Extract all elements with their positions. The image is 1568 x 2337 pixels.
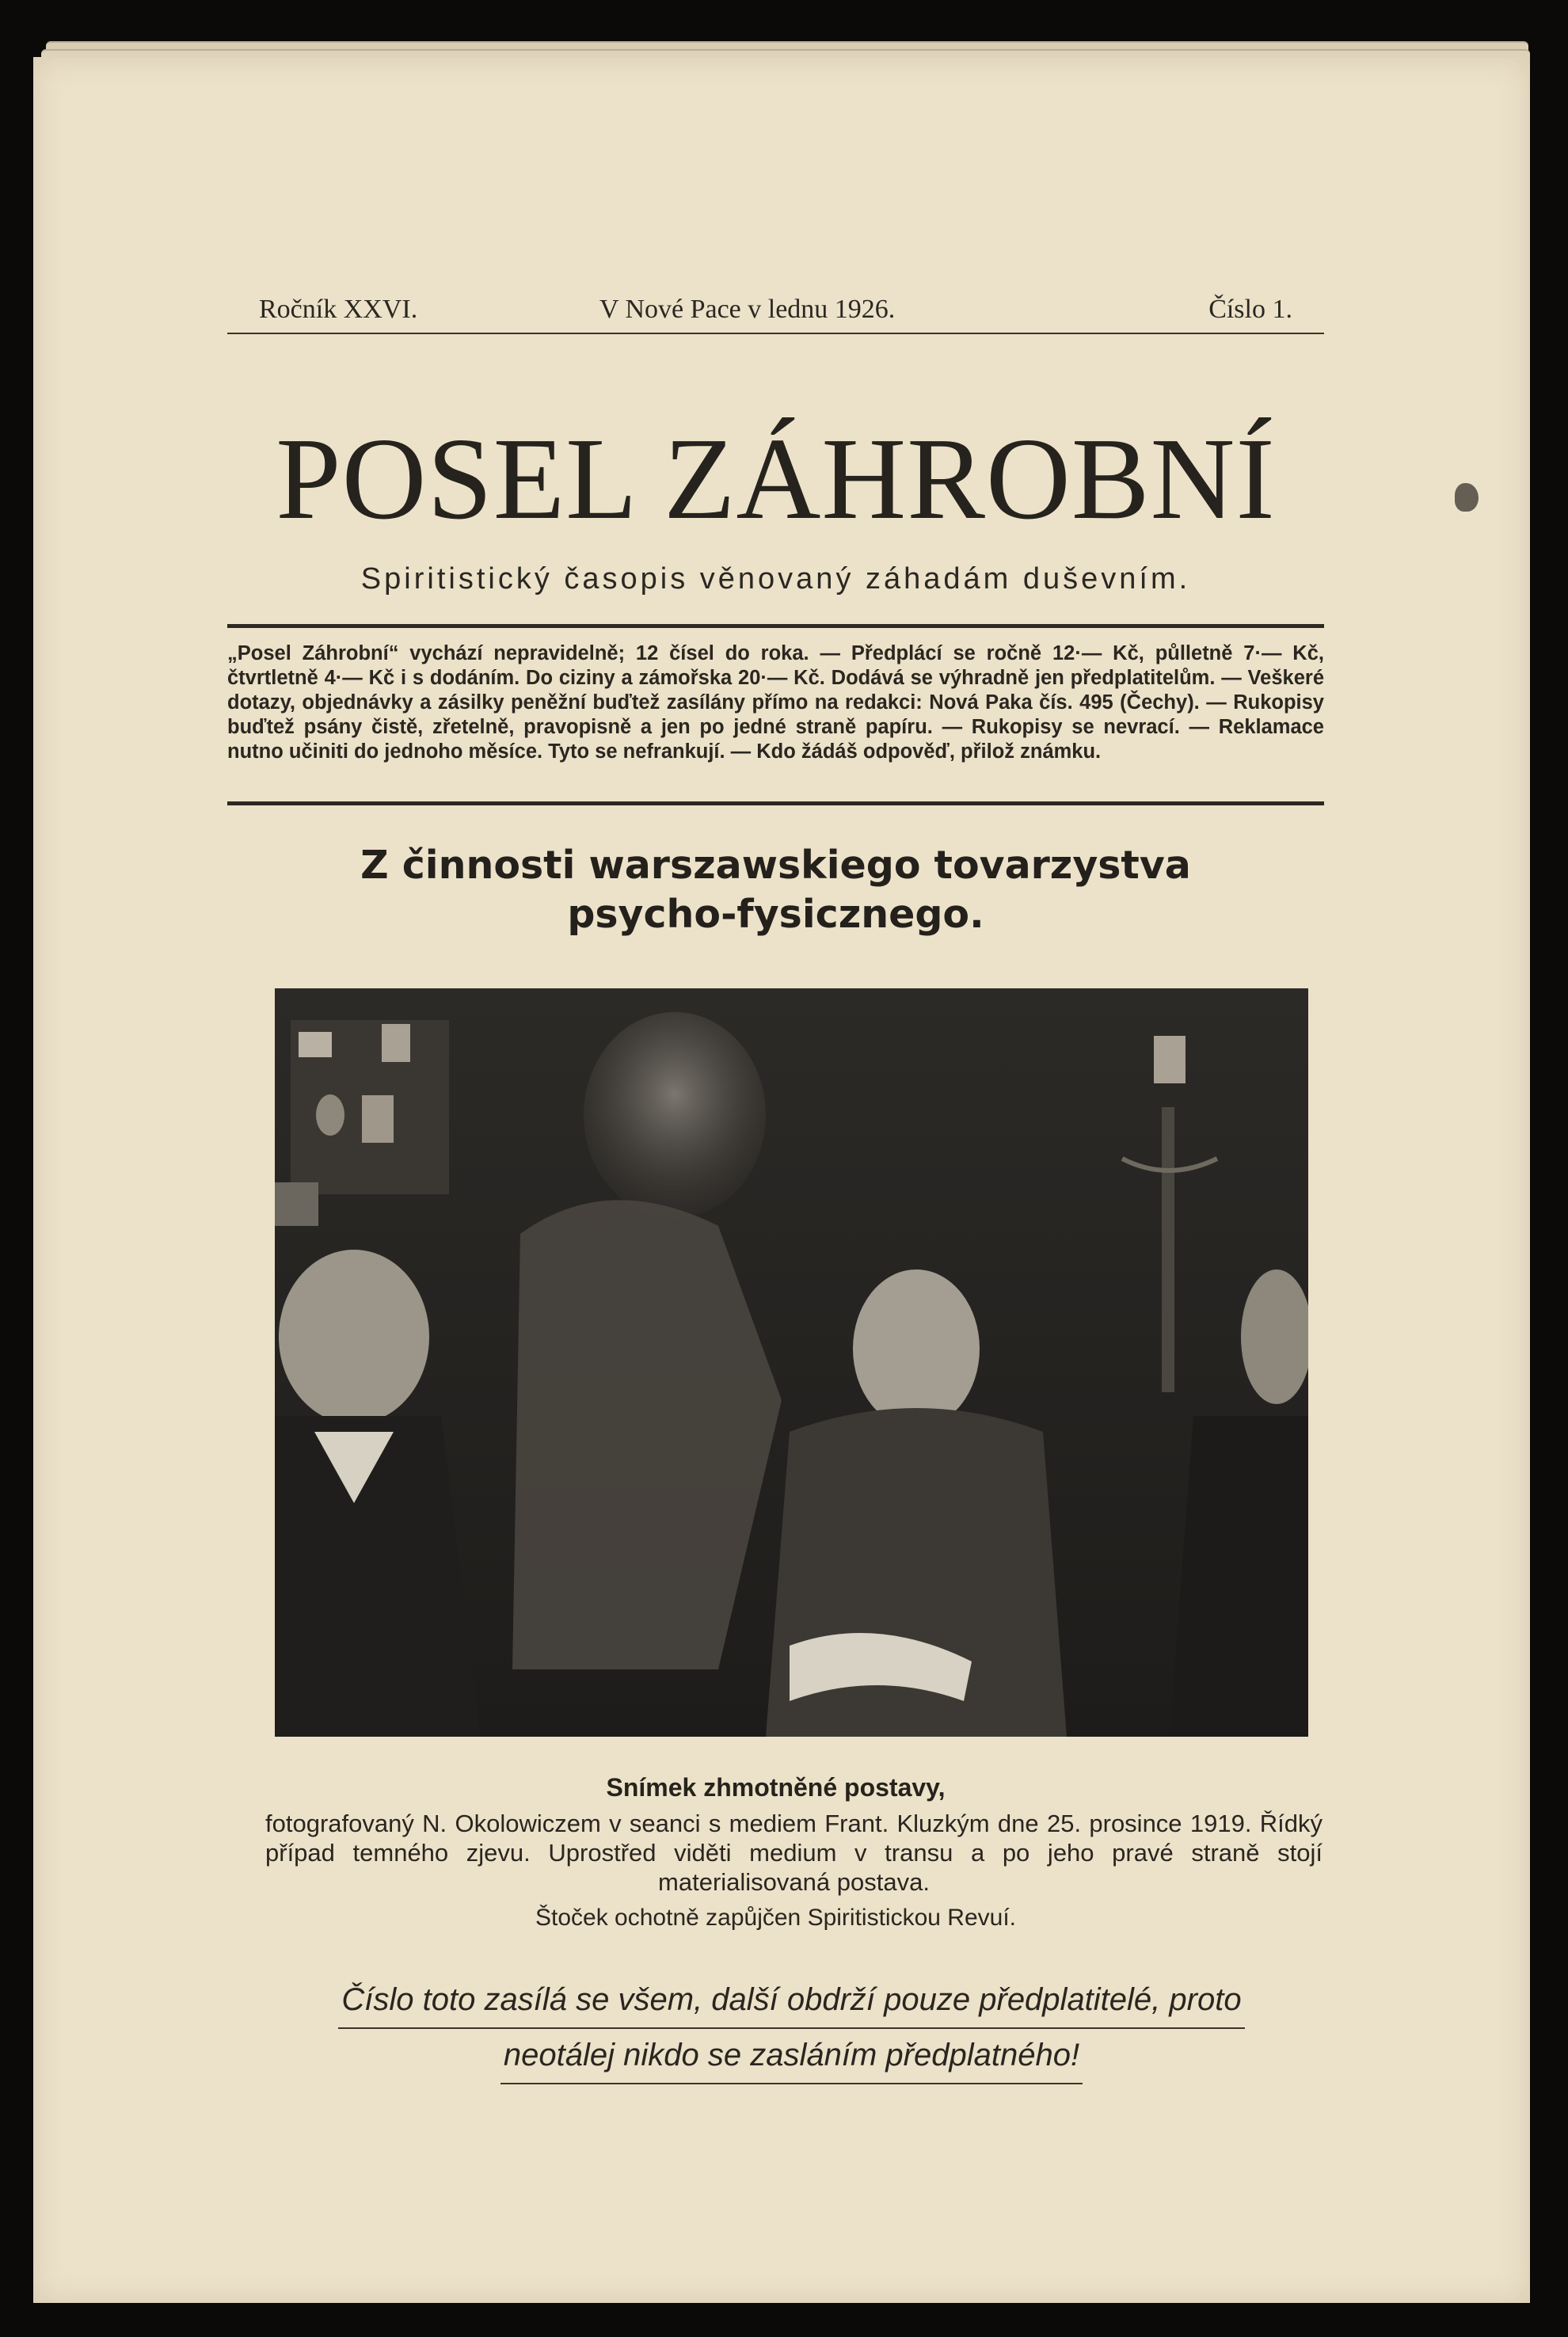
masthead-rule bbox=[227, 333, 1324, 334]
place-date-label: V Nové Pace v lednu 1926. bbox=[599, 295, 896, 324]
caption-credit: Štoček ochotně zapůjčen Spiritistickou Revuí. bbox=[535, 1905, 1016, 1931]
magazine-subtitle: Spiritistický časopis věnovaný záhadám duševním. bbox=[360, 562, 1191, 596]
photograph-illustration bbox=[275, 988, 1308, 1737]
footer-note bbox=[259, 1974, 1324, 2084]
notice-rule-bottom bbox=[227, 801, 1324, 805]
ink-smudge bbox=[1455, 483, 1479, 512]
article-title bbox=[227, 841, 1324, 939]
magazine-title: POSEL ZÁHROBNÍ bbox=[276, 414, 1276, 544]
article-title-line-2: psycho-fysicznego. bbox=[567, 892, 984, 937]
subscription-notice: „Posel Záhrobní“ vychází nepravidelně; 12 čísel do roka. — Předplácí se ročně 12·— Kč, půlletně 7·— Kč, čtvrtletně 4·— Kč i s dodáním. Do ciziny a zámořska 20·— Kč. Dodává se výhradně jen předplatitelům. — Veškeré dotazy, objednávky a zásilky peněžní buďtež zasílány přímo na redakci: Nová Paka čís. 495 (Čechy). — Rukopisy buďtež psány čistě, zřetelně, pravopisně a jen po jedné straně papíru. — Rukopisy se nevrací. — Reklamace nutno učiniti do jednoho měsíce. Tyto se nefrankují. — Kdo žádáš odpověď, přilož známku. bbox=[227, 642, 1324, 763]
footer-note-line-1: Číslo toto zasílá se všem, další obdrží pouze předplatitelé, proto bbox=[338, 1974, 1244, 2029]
article-title-line-1: Z činnosti warszawskiego tovarzystva bbox=[360, 843, 1191, 888]
magazine-cover bbox=[33, 57, 1530, 2303]
masthead-meta bbox=[227, 295, 1324, 334]
caption-body: fotografovaný N. Okolowiczem v seanci s mediem Frant. Kluzkým dne 25. prosince 1919. Řídký případ temného zjevu. Uprostřed viděti medium v transu a po jeho pravé straně stojí materialisovaná postava. bbox=[265, 1810, 1323, 1896]
issue-label: Číslo 1. bbox=[1208, 295, 1292, 324]
volume-label: Ročník XXVI. bbox=[259, 295, 418, 324]
footer-note-line-2: neotálej nikdo se zasláním předplatného! bbox=[500, 2029, 1083, 2084]
caption-title: Snímek zhmotněné postavy, bbox=[606, 1773, 946, 1802]
seance-photograph bbox=[275, 988, 1308, 1737]
notice-rule-top bbox=[227, 624, 1324, 628]
